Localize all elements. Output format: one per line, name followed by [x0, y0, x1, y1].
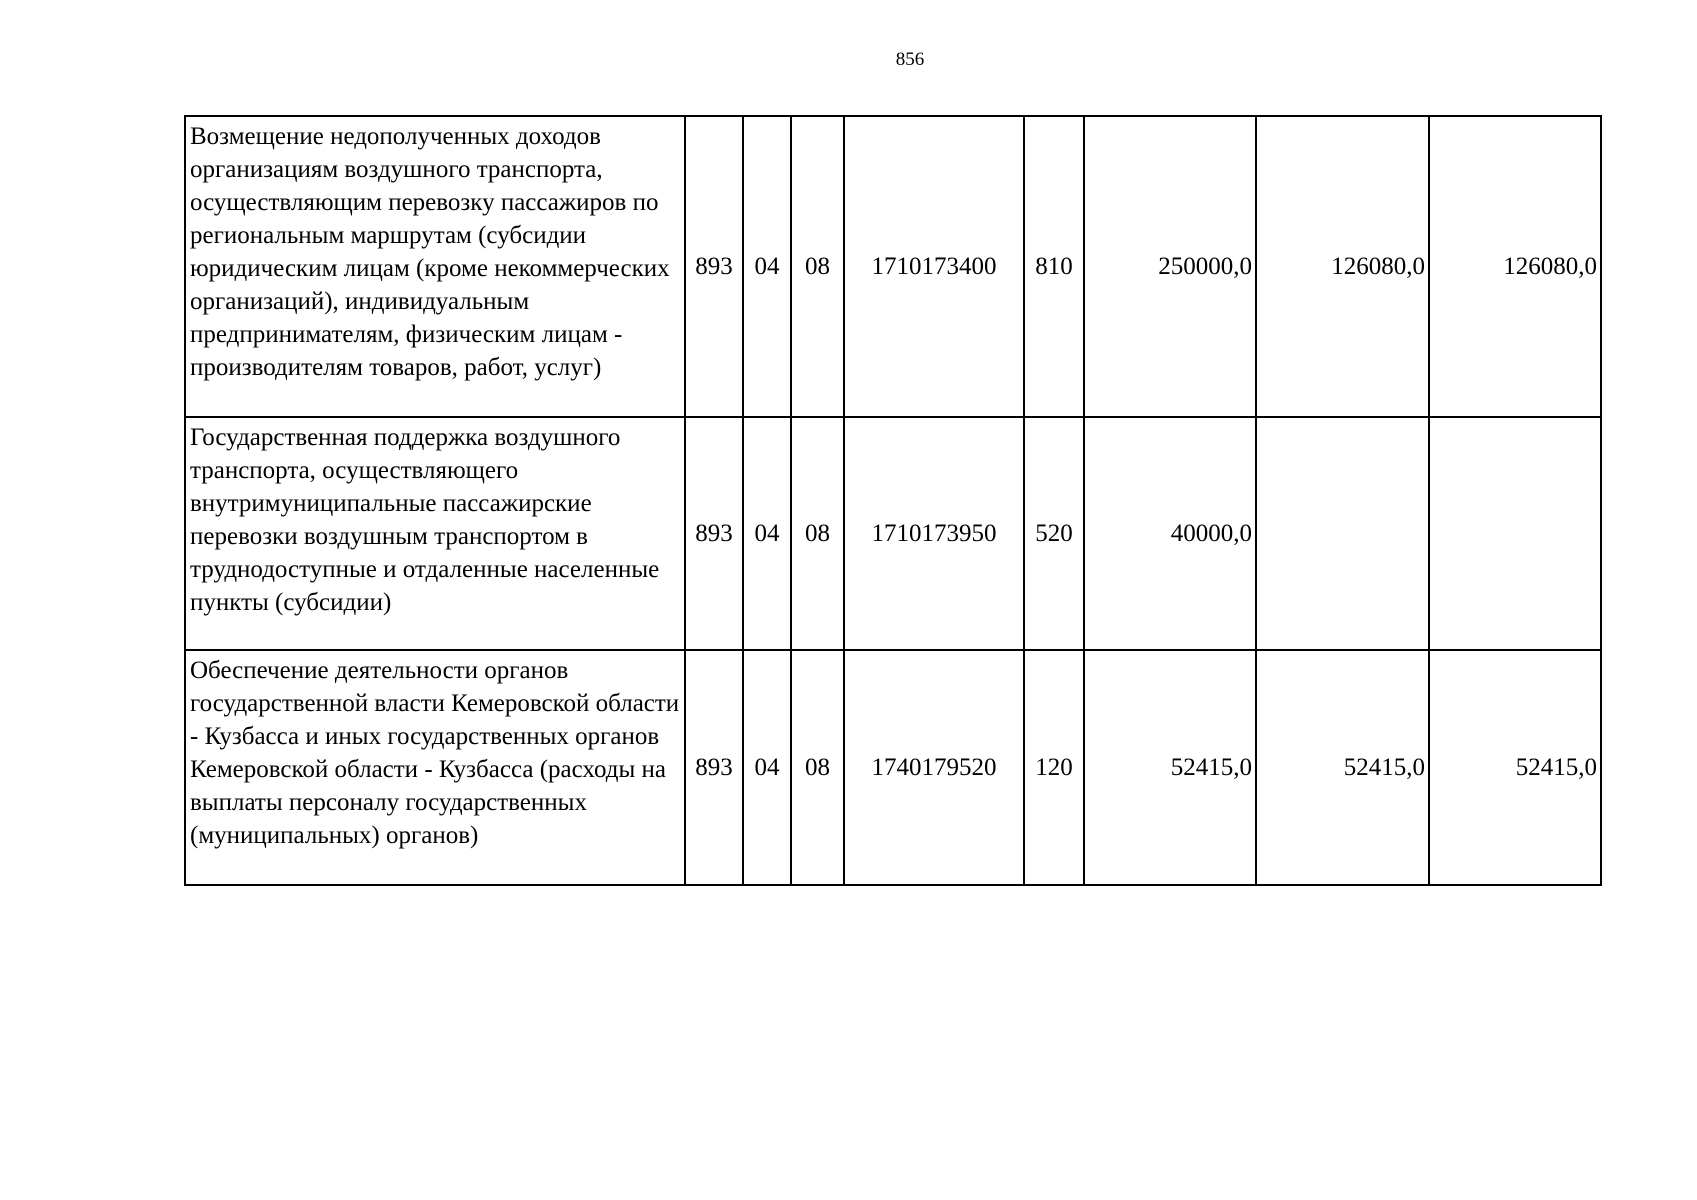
- amount-2-cell: [1256, 417, 1429, 650]
- amount-1-cell: 52415,0: [1084, 650, 1256, 885]
- expense-type-cell: 520: [1024, 417, 1084, 650]
- target-article-cell: 1710173400: [844, 116, 1024, 417]
- amount-1-cell: 250000,0: [1084, 116, 1256, 417]
- target-article-cell: 1710173950: [844, 417, 1024, 650]
- amount-2-cell: 126080,0: [1256, 116, 1429, 417]
- ministry-code-cell: 893: [685, 650, 743, 885]
- row-description: Возмещение недополученных доходов организациям воздушного транспорта, осуществляющим перевозку пассажиров по региональным маршрутам (субсидии юридическим лицам (кроме некоммерческих организаций), индивидуальным предпринимателям, физическим лицам - производителям товаров, работ, услуг): [185, 116, 685, 417]
- subsection-cell: 08: [791, 417, 844, 650]
- budget-table: [184, 115, 1602, 886]
- expense-type-cell: 120: [1024, 650, 1084, 885]
- table-row: [185, 417, 1601, 650]
- section-cell: 04: [743, 116, 791, 417]
- amount-3-cell: 52415,0: [1429, 650, 1601, 885]
- expense-type-cell: 810: [1024, 116, 1084, 417]
- ministry-code-cell: 893: [685, 116, 743, 417]
- amount-3-cell: 126080,0: [1429, 116, 1601, 417]
- subsection-cell: 08: [791, 116, 844, 417]
- subsection-cell: 08: [791, 650, 844, 885]
- table-row: [185, 650, 1601, 885]
- amount-1-cell: 40000,0: [1084, 417, 1256, 650]
- row-description: Обеспечение деятельности органов государственной власти Кемеровской области - Кузбасса и иных государственных органов Кемеровской области - Кузбасса (расходы на выплаты персоналу государственных (муниципальных) органов): [185, 650, 685, 885]
- section-cell: 04: [743, 650, 791, 885]
- amount-2-cell: 52415,0: [1256, 650, 1429, 885]
- amount-3-cell: [1429, 417, 1601, 650]
- row-description: Государственная поддержка воздушного транспорта, осуществляющего внутримуниципальные пассажирские перевозки воздушным транспортом в труднодоступные и отдаленные населенные пункты (субсидии): [185, 417, 685, 650]
- section-cell: 04: [743, 417, 791, 650]
- table-row: [185, 116, 1601, 417]
- ministry-code-cell: 893: [685, 417, 743, 650]
- page-number: 856: [895, 49, 925, 70]
- target-article-cell: 1740179520: [844, 650, 1024, 885]
